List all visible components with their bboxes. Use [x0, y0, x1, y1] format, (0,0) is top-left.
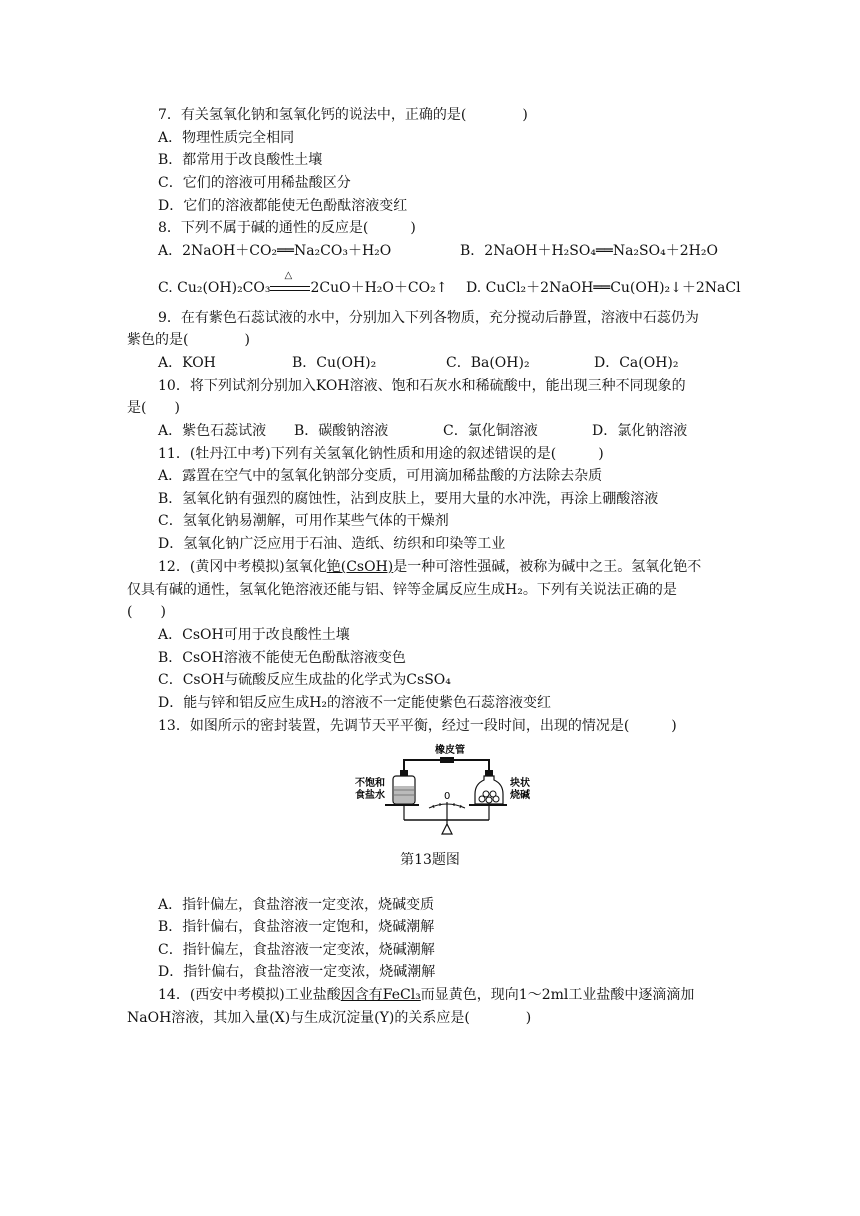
- question-9-stem-line-1: 9．在有紫色石蕊试液的水中，分别加入下列各物质，充分搅动后静置，溶液中石蕊仍为: [158, 310, 699, 326]
- question-11-option-a: A．露置在空气中的氢氧化钠部分变质，可用滴加稀盐酸的方法除去杂质: [158, 468, 603, 484]
- underlined-term: 因含有FeCl₃: [340, 987, 421, 1003]
- question-13-stem: 13．如图所示的密封装置，先调节天平平衡，经过一段时间，出现的情况是( ): [158, 718, 677, 734]
- question-8-option-a: A．2NaOH＋CO₂══Na₂CO₃＋H₂O: [158, 243, 392, 259]
- figure-13-caption: 第13题图: [400, 852, 460, 868]
- question-12-stem-line-2: 仅具有碱的通性，氢氧化铯溶液还能与铝、锌等金属反应生成H₂。下列有关说法正确的是: [127, 582, 677, 598]
- question-12-stem-line-1: [158, 557, 701, 577]
- question-7-option-b: B．都常用于改良酸性土壤: [158, 152, 323, 168]
- question-9-option-c: C．Ba(OH)₂: [446, 355, 530, 371]
- left-label-line-1: 不饱和: [355, 778, 385, 789]
- caustic-lump-2: [486, 797, 492, 803]
- question-12-option-b: B．CsOH溶液不能使无色酚酞溶液变色: [158, 650, 406, 666]
- scale-tick-4: [460, 805, 461, 808]
- question-10-stem-line-1: 10．将下列试剂分别加入KOH溶液、饱和石灰水和稀硫酸中，能出现三种不同现象的: [158, 378, 686, 394]
- question-13-option-c: C．指针偏左，食盐溶液一定变浓，烧碱潮解: [158, 942, 435, 958]
- stem-part-1: 14．(西安中考模拟)工业盐酸: [158, 987, 341, 1003]
- question-10-option-a: A．紫色石蕊试液: [158, 423, 267, 439]
- question-12-option-d: D．能与锌和铝反应生成H₂的溶液不一定能使紫色石蕊溶液变红: [158, 695, 552, 711]
- salt-water: [394, 786, 414, 803]
- question-10-stem-line-2: 是( ): [127, 400, 180, 416]
- question-12-option-c: C．CsOH与硫酸反应生成盐的化学式为CsSO₄: [158, 672, 451, 688]
- question-9-stem-line-2: 紫色的是( ): [127, 332, 250, 348]
- right-label-line-1: 块状: [510, 778, 530, 789]
- question-9-option-a: A．KOH: [158, 355, 216, 371]
- question-11-option-b: B．氢氧化钠有强烈的腐蚀性，沾到皮肤上，要用大量的水冲洗，再涂上硼酸溶液: [158, 491, 659, 507]
- option-c-reactant: C. Cu₂(OH)₂CO₃: [158, 280, 271, 296]
- heating-symbol: △: [284, 270, 293, 281]
- caustic-lump-5: [490, 791, 496, 797]
- balance-apparatus-figure: [355, 742, 535, 838]
- stem-part-1: 12．(黄冈中考模拟)氢氧化: [158, 559, 327, 575]
- option-c-products: 2CuO＋H₂O＋CO₂↑: [310, 280, 448, 296]
- question-10-option-c: C．氯化铜溶液: [443, 423, 538, 439]
- question-10-option-b: B．碳酸钠溶液: [294, 423, 389, 439]
- equals-bottom-line: [270, 290, 310, 291]
- balance-diagram: [355, 742, 535, 838]
- right-label-line-2: 烧碱: [510, 790, 530, 801]
- question-14-stem-line-2: NaOH溶液，其加入量(X)与生成沉淀量(Y)的关系应是( ): [127, 1010, 532, 1026]
- question-11-option-d: D．氢氧化钠广泛应用于石油、造纸、纺织和印染等工业: [158, 536, 506, 552]
- tube-label: 橡皮管: [435, 745, 465, 756]
- question-13-option-a: A．指针偏左，食盐溶液一定变浓，烧碱变质: [158, 897, 435, 913]
- question-8-option-c: [158, 270, 448, 298]
- underlined-term: 铯(CsOH): [326, 559, 394, 575]
- question-7-option-a: A．物理性质完全相同: [158, 130, 295, 146]
- heating-condition-arrow: [270, 270, 310, 295]
- question-7-option-d: D．它们的溶液都能使无色酚酞溶液变红: [158, 198, 408, 214]
- left-stopper: [400, 770, 408, 776]
- fulcrum: [442, 824, 452, 834]
- question-11-stem: 11．(牡丹江中考)下列有关氢氧化钠性质和用途的叙述错误的是( ): [158, 446, 604, 462]
- question-12-stem-line-3: ( ): [127, 604, 166, 620]
- question-8-option-b: B．2NaOH＋H₂SO₄══Na₂SO₄＋2H₂O: [460, 243, 718, 259]
- caustic-lump-4: [483, 791, 489, 797]
- tube-clamp: [440, 757, 454, 763]
- question-14-stem-line-1: [158, 985, 694, 1005]
- question-13-option-b: B．指针偏右，食盐溶液一定饱和，烧碱潮解: [158, 919, 435, 935]
- left-label-line-2: 食盐水: [355, 790, 385, 801]
- stem-part-2: 是一种可溶性强碱，被称为碱中之王。氢氧化铯不: [393, 559, 702, 575]
- question-8-option-d: D. CuCl₂＋2NaOH══Cu(OH)₂↓＋2NaCl: [466, 280, 741, 296]
- question-10-option-d: D．氯化钠溶液: [592, 423, 688, 439]
- question-11-option-c: C．氢氧化钠易潮解，可用作某些气体的干燥剂: [158, 513, 449, 529]
- question-8-stem: 8．下列不属于碱的通性的反应是( ): [158, 220, 416, 236]
- scale-zero-label: 0: [444, 791, 451, 802]
- right-stopper: [485, 770, 493, 776]
- equals-top-line: [270, 286, 310, 287]
- question-7-option-c: C．它们的溶液可用稀盐酸区分: [158, 175, 351, 191]
- question-13-option-d: D．指针偏右，食盐溶液一定变浓，烧碱潮解: [158, 964, 436, 980]
- question-7-stem: 7．有关氢氧化钠和氢氧化钙的说法中，正确的是( ): [158, 107, 528, 123]
- question-12-option-a: A．CsOH可用于改良酸性土壤: [158, 627, 350, 643]
- stem-part-2: 而显黄色，现向1～2ml工业盐酸中逐滴滴加: [420, 987, 695, 1003]
- scale-tick-1: [433, 805, 434, 808]
- question-9-option-b: B．Cu(OH)₂: [292, 355, 377, 371]
- question-9-option-d: D．Ca(OH)₂: [594, 355, 679, 371]
